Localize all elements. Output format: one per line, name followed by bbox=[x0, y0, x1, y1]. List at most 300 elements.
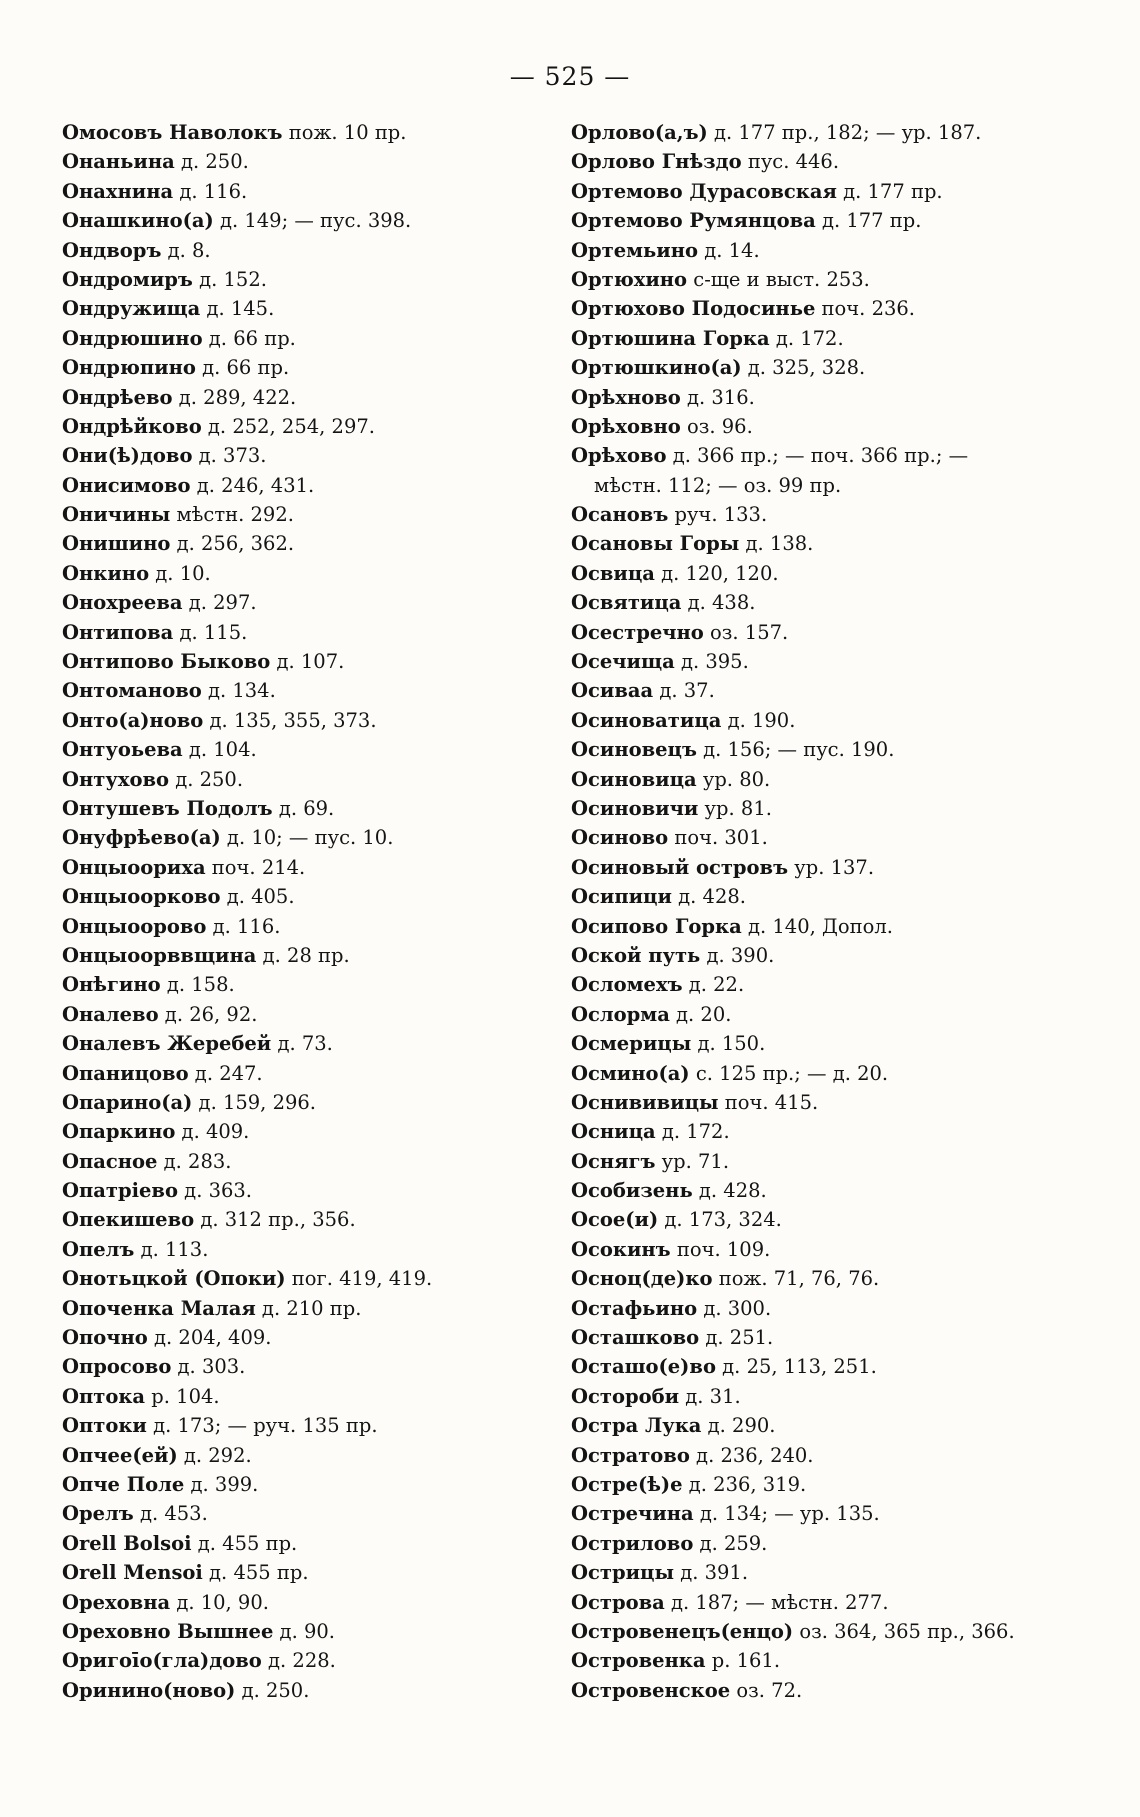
index-entry bbox=[571, 1323, 1101, 1352]
index-entry bbox=[62, 412, 562, 441]
entry-references: оз. 364, 365 пр., 366. bbox=[793, 1619, 1015, 1643]
entry-headword: Опаркино bbox=[62, 1120, 176, 1144]
entry-references: д. 316. bbox=[680, 385, 755, 409]
entry-headword: Orell Mensoi bbox=[62, 1561, 203, 1585]
entry-headword: Ондрѣево bbox=[62, 385, 173, 409]
entry-references: д. 236, 240. bbox=[689, 1443, 814, 1467]
entry-headword: Опатріево bbox=[62, 1179, 178, 1203]
entry-headword: Онцыоориха bbox=[62, 855, 206, 879]
entry-references: д. 428. bbox=[671, 885, 746, 909]
entry-references: д. 453. bbox=[133, 1502, 208, 1526]
entry-headword: Освица bbox=[571, 561, 655, 585]
entry-headword: Опчее(ей) bbox=[62, 1443, 178, 1467]
index-entry bbox=[571, 441, 1101, 470]
entry-headword: Ортюшкино(а) bbox=[571, 356, 742, 380]
index-entry bbox=[62, 324, 562, 353]
index-entry bbox=[571, 970, 1101, 999]
index-entry bbox=[571, 1088, 1101, 1117]
entry-references: д. 250. bbox=[174, 150, 249, 174]
entry-headword: Оничины bbox=[62, 503, 171, 527]
index-entry bbox=[571, 794, 1101, 823]
index-entry bbox=[62, 1411, 562, 1440]
index-entry bbox=[571, 1147, 1101, 1176]
index-entry bbox=[62, 735, 562, 764]
entry-headword: Ондромиръ bbox=[62, 267, 193, 291]
index-entry bbox=[571, 324, 1101, 353]
index-entry bbox=[62, 236, 562, 265]
entry-references: д. 246, 431. bbox=[190, 473, 315, 497]
index-entry bbox=[571, 1352, 1101, 1381]
index-entry bbox=[62, 1264, 562, 1293]
entry-headword: Оснягъ bbox=[571, 1149, 656, 1173]
entry-references: ур. 81. bbox=[698, 796, 772, 820]
entry-references: д. 152. bbox=[192, 267, 267, 291]
entry-headword: Оснививицы bbox=[571, 1090, 719, 1114]
entry-headword: Онтухово bbox=[62, 767, 170, 791]
entry-headword: Онтипово Быково bbox=[62, 650, 271, 674]
entry-references: д. 104. bbox=[182, 738, 257, 762]
entry-headword: Оринино(ново) bbox=[62, 1678, 236, 1702]
entry-headword: Онто(а)ново bbox=[62, 708, 204, 732]
entry-references: д. 37. bbox=[653, 679, 715, 703]
entry-headword: Осиваа bbox=[571, 679, 654, 703]
index-entry bbox=[571, 1000, 1101, 1029]
index-entry bbox=[62, 765, 562, 794]
entry-references: пож. 10 пр. bbox=[282, 121, 407, 144]
index-entry bbox=[571, 236, 1101, 265]
entry-headword: Оптока bbox=[62, 1384, 146, 1408]
index-entry bbox=[571, 529, 1101, 558]
index-entry bbox=[571, 412, 1101, 441]
index-entry bbox=[571, 118, 1101, 147]
entry-headword: Онцыоорово bbox=[62, 914, 207, 938]
entry-headword: Ондрюшино bbox=[62, 326, 203, 350]
entry-references: д. 107. bbox=[270, 650, 345, 674]
entry-references: д. 14. bbox=[698, 238, 760, 262]
index-entry bbox=[62, 882, 562, 911]
entry-references: д. 150. bbox=[691, 1032, 766, 1056]
entry-headword: Оналевъ Жеребей bbox=[62, 1032, 272, 1056]
entry-references: д. 204, 409. bbox=[147, 1326, 272, 1350]
entry-references: д. 22. bbox=[682, 973, 745, 997]
page-number: — 525 — bbox=[509, 62, 631, 91]
entry-references: д. 312 пр., 356. bbox=[194, 1208, 356, 1232]
index-entry bbox=[62, 1352, 562, 1381]
entry-headword: Ондрѣйково bbox=[62, 414, 202, 438]
entry-headword: Онаньина bbox=[62, 150, 175, 174]
index-entry bbox=[62, 147, 562, 176]
entry-references: д. 236, 319. bbox=[682, 1472, 807, 1496]
entry-headword: Ореховно Вышнее bbox=[62, 1619, 274, 1643]
entry-headword: Ортемово Румянцова bbox=[571, 209, 816, 233]
entry-references: д. 300. bbox=[697, 1296, 772, 1320]
entry-references: д. 149; — пус. 398. bbox=[213, 209, 412, 233]
entry-headword: Осница bbox=[571, 1120, 656, 1144]
entry-references: д. 31. bbox=[679, 1384, 741, 1408]
entry-references: д. 115. bbox=[173, 620, 248, 644]
entry-headword: Осиново bbox=[571, 826, 669, 850]
entry-references: пус. 446. bbox=[741, 150, 840, 174]
entry-headword: Опелъ bbox=[62, 1237, 135, 1261]
index-entry bbox=[62, 912, 562, 941]
index-entry bbox=[62, 1529, 562, 1558]
entry-references: д. 247. bbox=[188, 1061, 263, 1085]
entry-references: д. 177 пр. bbox=[836, 179, 943, 203]
entry-references: р. 104. bbox=[145, 1384, 220, 1408]
entry-headword: Осноц(дe)ко bbox=[571, 1267, 713, 1291]
index-entry bbox=[62, 1676, 562, 1705]
index-entry bbox=[62, 647, 562, 676]
entry-references: д. 252, 254, 297. bbox=[201, 414, 375, 438]
index-entry bbox=[62, 1323, 562, 1352]
entry-references: д. 10, 90. bbox=[170, 1590, 269, 1614]
entry-headword: Островенское bbox=[571, 1678, 731, 1702]
index-entry bbox=[571, 647, 1101, 676]
entry-headword: Онтушевъ Подолъ bbox=[62, 796, 273, 820]
entry-headword: Опоченка Малая bbox=[62, 1296, 256, 1320]
entry-references: д. 363. bbox=[177, 1179, 253, 1203]
entry-headword: Опросово bbox=[62, 1355, 172, 1379]
index-entry bbox=[62, 588, 562, 617]
entry-headword: Осиновица bbox=[571, 767, 697, 791]
entry-references: д. 373. bbox=[192, 444, 267, 468]
entry-headword: Осташково bbox=[571, 1326, 700, 1350]
index-entry bbox=[571, 765, 1101, 794]
entry-references: д. 190. bbox=[721, 708, 796, 732]
entry-references: оз. 157. bbox=[703, 620, 789, 644]
entry-headword: Осломехъ bbox=[571, 973, 683, 997]
index-entry-continuation bbox=[571, 471, 1101, 500]
entry-references: д. 289, 422. bbox=[172, 385, 297, 409]
index-entry bbox=[62, 1147, 562, 1176]
entry-headword: Осокинъ bbox=[571, 1237, 671, 1261]
entry-headword: Остре(ѣ)е bbox=[571, 1472, 683, 1496]
entry-references: д. 135, 355, 373. bbox=[203, 708, 377, 732]
index-entry bbox=[62, 1205, 562, 1234]
index-entry bbox=[571, 1176, 1101, 1205]
entry-references: д. 173; — руч. 135 пр. bbox=[146, 1414, 378, 1438]
entry-references: д. 158. bbox=[160, 973, 235, 997]
index-entry bbox=[571, 1235, 1101, 1264]
entry-references: пож. 71, 76, 76. bbox=[712, 1267, 880, 1291]
index-entry bbox=[62, 206, 562, 235]
entry-headword: Остра Лука bbox=[571, 1414, 702, 1438]
index-column-left bbox=[62, 118, 562, 1705]
entry-headword: Онцыоорввщина bbox=[62, 943, 257, 967]
entry-headword: Орлово Гнѣздо bbox=[571, 150, 742, 174]
index-entry bbox=[571, 1205, 1101, 1234]
entry-references: д. 138. bbox=[739, 532, 814, 556]
entry-headword: Онѣгино bbox=[62, 973, 161, 997]
entry-references: д. 297. bbox=[182, 591, 257, 615]
entry-references: д. 428. bbox=[692, 1179, 767, 1203]
entry-headword: Ортюхино bbox=[571, 267, 688, 291]
index-entry bbox=[62, 559, 562, 588]
entry-references: д. 73. bbox=[271, 1032, 333, 1056]
index-entry bbox=[571, 1117, 1101, 1146]
entry-references: д. 113. bbox=[134, 1237, 209, 1261]
entry-references: д. 399. bbox=[184, 1472, 259, 1496]
index-entry bbox=[571, 1264, 1101, 1293]
entry-references: д. 172. bbox=[769, 326, 844, 350]
index-entry bbox=[571, 823, 1101, 852]
index-entry bbox=[571, 294, 1101, 323]
index-entry bbox=[571, 1588, 1101, 1617]
entry-references: д. 366 пр.; — поч. 366 пр.; — bbox=[666, 444, 969, 468]
index-entry bbox=[62, 853, 562, 882]
entry-references: д. 303. bbox=[171, 1355, 246, 1379]
index-entry bbox=[62, 1088, 562, 1117]
entry-headword: Осмино(а) bbox=[571, 1061, 690, 1085]
entry-headword: Онкино bbox=[62, 561, 150, 585]
index-entry bbox=[62, 970, 562, 999]
entry-headword: Онахнина bbox=[62, 179, 174, 203]
entry-headword: Онотьцкой (Опоки) bbox=[62, 1267, 286, 1291]
index-entry bbox=[571, 1676, 1101, 1705]
index-entry bbox=[62, 1617, 562, 1646]
entry-references: д. 210 пр. bbox=[255, 1296, 362, 1320]
index-entry bbox=[62, 823, 562, 852]
entry-headword: Опче Поле bbox=[62, 1472, 185, 1496]
entry-references: д. 145. bbox=[200, 297, 275, 321]
entry-references: д. 177 пр., 182; — ур. 187. bbox=[707, 121, 982, 144]
index-entry bbox=[571, 353, 1101, 382]
index-entry bbox=[571, 559, 1101, 588]
index-entry bbox=[62, 1235, 562, 1264]
index-entry bbox=[571, 588, 1101, 617]
entry-headword: Орѣхово bbox=[571, 444, 667, 468]
index-entry bbox=[571, 1558, 1101, 1587]
index-entry bbox=[571, 1411, 1101, 1440]
index-entry bbox=[62, 1646, 562, 1675]
entry-references: д. 8. bbox=[161, 238, 211, 262]
index-entry bbox=[62, 1117, 562, 1146]
entry-headword: Осипици bbox=[571, 885, 672, 909]
entry-references: д. 455 пр. bbox=[191, 1531, 298, 1555]
entry-headword: Ондрюпино bbox=[62, 356, 196, 380]
index-entry bbox=[571, 500, 1101, 529]
entry-headword: Ослорма bbox=[571, 1002, 670, 1026]
entry-references: д. 172. bbox=[655, 1120, 730, 1144]
entry-references: поч. 109. bbox=[670, 1237, 771, 1261]
entry-references: с. 125 пр.; — д. 20. bbox=[689, 1061, 889, 1085]
entry-headword: Острилово bbox=[571, 1531, 694, 1555]
entry-references: д. 156; — пус. 190. bbox=[696, 738, 895, 762]
entry-headword: Осое(и) bbox=[571, 1208, 659, 1232]
entry-references: д. 177 пр. bbox=[815, 209, 922, 233]
entry-references: д. 10. bbox=[149, 561, 211, 585]
entry-references: д. 250. bbox=[169, 767, 244, 791]
entry-references: д. 290. bbox=[701, 1414, 776, 1438]
index-entry bbox=[571, 853, 1101, 882]
index-entry bbox=[62, 618, 562, 647]
index-column-right bbox=[571, 118, 1101, 1705]
index-entry bbox=[62, 1470, 562, 1499]
entry-references: поч. 415. bbox=[718, 1090, 819, 1114]
entry-headword: Осиновый островъ bbox=[571, 855, 789, 879]
entry-references: д. 391. bbox=[674, 1561, 749, 1585]
index-entry bbox=[62, 177, 562, 206]
index-entry bbox=[571, 265, 1101, 294]
entry-references: д. 251. bbox=[699, 1326, 774, 1350]
entry-references: д. 228. bbox=[261, 1649, 336, 1673]
entry-headword: Острицы bbox=[571, 1561, 674, 1585]
entry-references: д. 134; — ур. 135. bbox=[693, 1502, 880, 1526]
entry-references: оз. 72. bbox=[730, 1678, 803, 1702]
entry-references: д. 173, 324. bbox=[658, 1208, 782, 1232]
entry-headword: Осипово Горка bbox=[571, 914, 742, 938]
entry-references: руч. 133. bbox=[668, 503, 768, 527]
index-entry bbox=[62, 294, 562, 323]
entry-headword: Онишино bbox=[62, 532, 171, 556]
index-entry bbox=[571, 1441, 1101, 1470]
entry-references: д. 256, 362. bbox=[170, 532, 295, 556]
entry-headword: Ортюхово Подосинье bbox=[571, 297, 816, 321]
index-entry bbox=[571, 206, 1101, 235]
entry-headword: Опаницово bbox=[62, 1061, 189, 1085]
entry-headword: Онцыоорково bbox=[62, 885, 221, 909]
entry-headword: Ондружища bbox=[62, 297, 201, 321]
index-entry bbox=[62, 383, 562, 412]
entry-references: д. 25, 113, 251. bbox=[715, 1355, 877, 1379]
entry-headword: Ортемово Дурасовская bbox=[571, 179, 837, 203]
index-entry bbox=[62, 676, 562, 705]
entry-headword: Онтипова bbox=[62, 620, 174, 644]
entry-headword: Они(ѣ)дово bbox=[62, 444, 193, 468]
entry-references: поч. 301. bbox=[668, 826, 768, 850]
index-entry bbox=[62, 1588, 562, 1617]
entry-headword: Оптоки bbox=[62, 1414, 147, 1438]
entry-headword: Онуфрѣево(а) bbox=[62, 826, 221, 850]
entry-headword: Освятица bbox=[571, 591, 682, 615]
index-entry bbox=[62, 1000, 562, 1029]
entry-headword: Орѣхново bbox=[571, 385, 681, 409]
entry-headword: Осмерицы bbox=[571, 1032, 692, 1056]
entry-headword: Онтоманово bbox=[62, 679, 202, 703]
index-entry bbox=[62, 500, 562, 529]
entry-references: д. 28 пр. bbox=[256, 943, 350, 967]
index-entry bbox=[62, 353, 562, 382]
entry-headword: Остратово bbox=[571, 1443, 690, 1467]
index-entry bbox=[571, 706, 1101, 735]
entry-references: д. 10; — пус. 10. bbox=[220, 826, 394, 850]
entry-headword: Остречина bbox=[571, 1502, 694, 1526]
entry-references: д. 90. bbox=[273, 1619, 335, 1643]
entry-headword: Orell Bolsoi bbox=[62, 1531, 192, 1555]
index-entry bbox=[571, 177, 1101, 206]
index-entry bbox=[62, 529, 562, 558]
entry-headword: Ореховна bbox=[62, 1590, 171, 1614]
entry-headword: Осановъ bbox=[571, 503, 669, 527]
index-entry bbox=[62, 1558, 562, 1587]
entry-headword: Орелъ bbox=[62, 1502, 134, 1526]
entry-headword: Опарино(а) bbox=[62, 1090, 193, 1114]
entry-headword: Ортемьино bbox=[571, 238, 699, 262]
entry-references: д. 140, Допол. bbox=[741, 914, 893, 938]
entry-headword: Ортюшина Горка bbox=[571, 326, 770, 350]
index-entry bbox=[571, 1029, 1101, 1058]
entry-headword: Опекишево bbox=[62, 1208, 195, 1232]
entry-references: д. 250. bbox=[235, 1678, 310, 1702]
entry-references: д. 438. bbox=[681, 591, 756, 615]
entry-headword: Остороби bbox=[571, 1384, 680, 1408]
entry-headword: Оской путь bbox=[571, 943, 701, 967]
entry-references: с-ще и выст. 253. bbox=[687, 267, 870, 291]
index-entry bbox=[62, 471, 562, 500]
entry-references: д. 66 пр. bbox=[195, 356, 290, 380]
index-entry bbox=[62, 441, 562, 470]
index-entry bbox=[62, 1382, 562, 1411]
entry-headword: Орлово(а,ъ) bbox=[571, 121, 708, 144]
entry-references: д. 409. bbox=[175, 1120, 250, 1144]
index-entry bbox=[571, 1382, 1101, 1411]
entry-references: д. 395. bbox=[674, 650, 749, 674]
index-entry bbox=[62, 941, 562, 970]
entry-headword: Островенецъ(енцо) bbox=[571, 1619, 794, 1643]
entry-references: д. 69. bbox=[272, 796, 335, 820]
entry-references: пог. 419, 419. bbox=[285, 1267, 433, 1291]
index-entry bbox=[62, 1059, 562, 1088]
entry-headword: Осиноватица bbox=[571, 708, 722, 732]
index-entry bbox=[571, 735, 1101, 764]
entry-references: д. 159, 296. bbox=[192, 1090, 316, 1114]
entry-headword: Опасное bbox=[62, 1149, 158, 1173]
entry-headword: Онтуоьева bbox=[62, 738, 183, 762]
entry-references: мѣстн. 292. bbox=[170, 503, 294, 527]
entry-headword: Осиновецъ bbox=[571, 738, 697, 762]
index-entry bbox=[62, 1499, 562, 1528]
entry-references: р. 161. bbox=[705, 1649, 781, 1673]
entry-headword: Омосовъ Наволокъ bbox=[62, 121, 283, 144]
entry-references: д. 390. bbox=[700, 943, 775, 967]
index-entry bbox=[571, 1617, 1101, 1646]
entry-headword: Оригоīо(гла)дово bbox=[62, 1649, 262, 1673]
index-entry bbox=[571, 1470, 1101, 1499]
index-entry bbox=[571, 1529, 1101, 1558]
entry-references: д. 325, 328. bbox=[741, 356, 866, 380]
entry-references: д. 405. bbox=[220, 885, 295, 909]
entry-headword: Островенка bbox=[571, 1649, 706, 1673]
index-entry bbox=[62, 118, 562, 147]
entry-references: поч. 214. bbox=[205, 855, 306, 879]
index-entry bbox=[62, 1029, 562, 1058]
index-entry bbox=[571, 882, 1101, 911]
entry-references: оз. 96. bbox=[680, 414, 753, 438]
entry-references: д. 66 пр. bbox=[202, 326, 296, 350]
entry-references: д. 455 пр. bbox=[202, 1561, 309, 1585]
entry-references: д. 134. bbox=[201, 679, 276, 703]
entry-headword: Опочно bbox=[62, 1326, 148, 1350]
entry-headword: Онашкино(а) bbox=[62, 209, 214, 233]
entry-references: д. 187; — мѣстн. 277. bbox=[664, 1590, 889, 1614]
entry-headword: Оналево bbox=[62, 1002, 159, 1026]
entry-headword: Онисимово bbox=[62, 473, 191, 497]
entry-references: мѣстн. 112; — оз. 99 пр. bbox=[594, 473, 842, 497]
index-entry bbox=[571, 147, 1101, 176]
entry-headword: Осташо(е)во bbox=[571, 1355, 716, 1379]
entry-references: д. 20. bbox=[669, 1002, 732, 1026]
entry-references: ур. 71. bbox=[655, 1149, 730, 1173]
index-entry bbox=[571, 1294, 1101, 1323]
index-entry bbox=[571, 383, 1101, 412]
entry-headword: Осечища bbox=[571, 650, 675, 674]
index-entry bbox=[571, 618, 1101, 647]
index-entry bbox=[571, 941, 1101, 970]
entry-headword: Орѣховно bbox=[571, 414, 681, 438]
entry-references: д. 259. bbox=[693, 1531, 768, 1555]
entry-headword: Онохреева bbox=[62, 591, 183, 615]
entry-headword: Осановы Горы bbox=[571, 532, 740, 556]
